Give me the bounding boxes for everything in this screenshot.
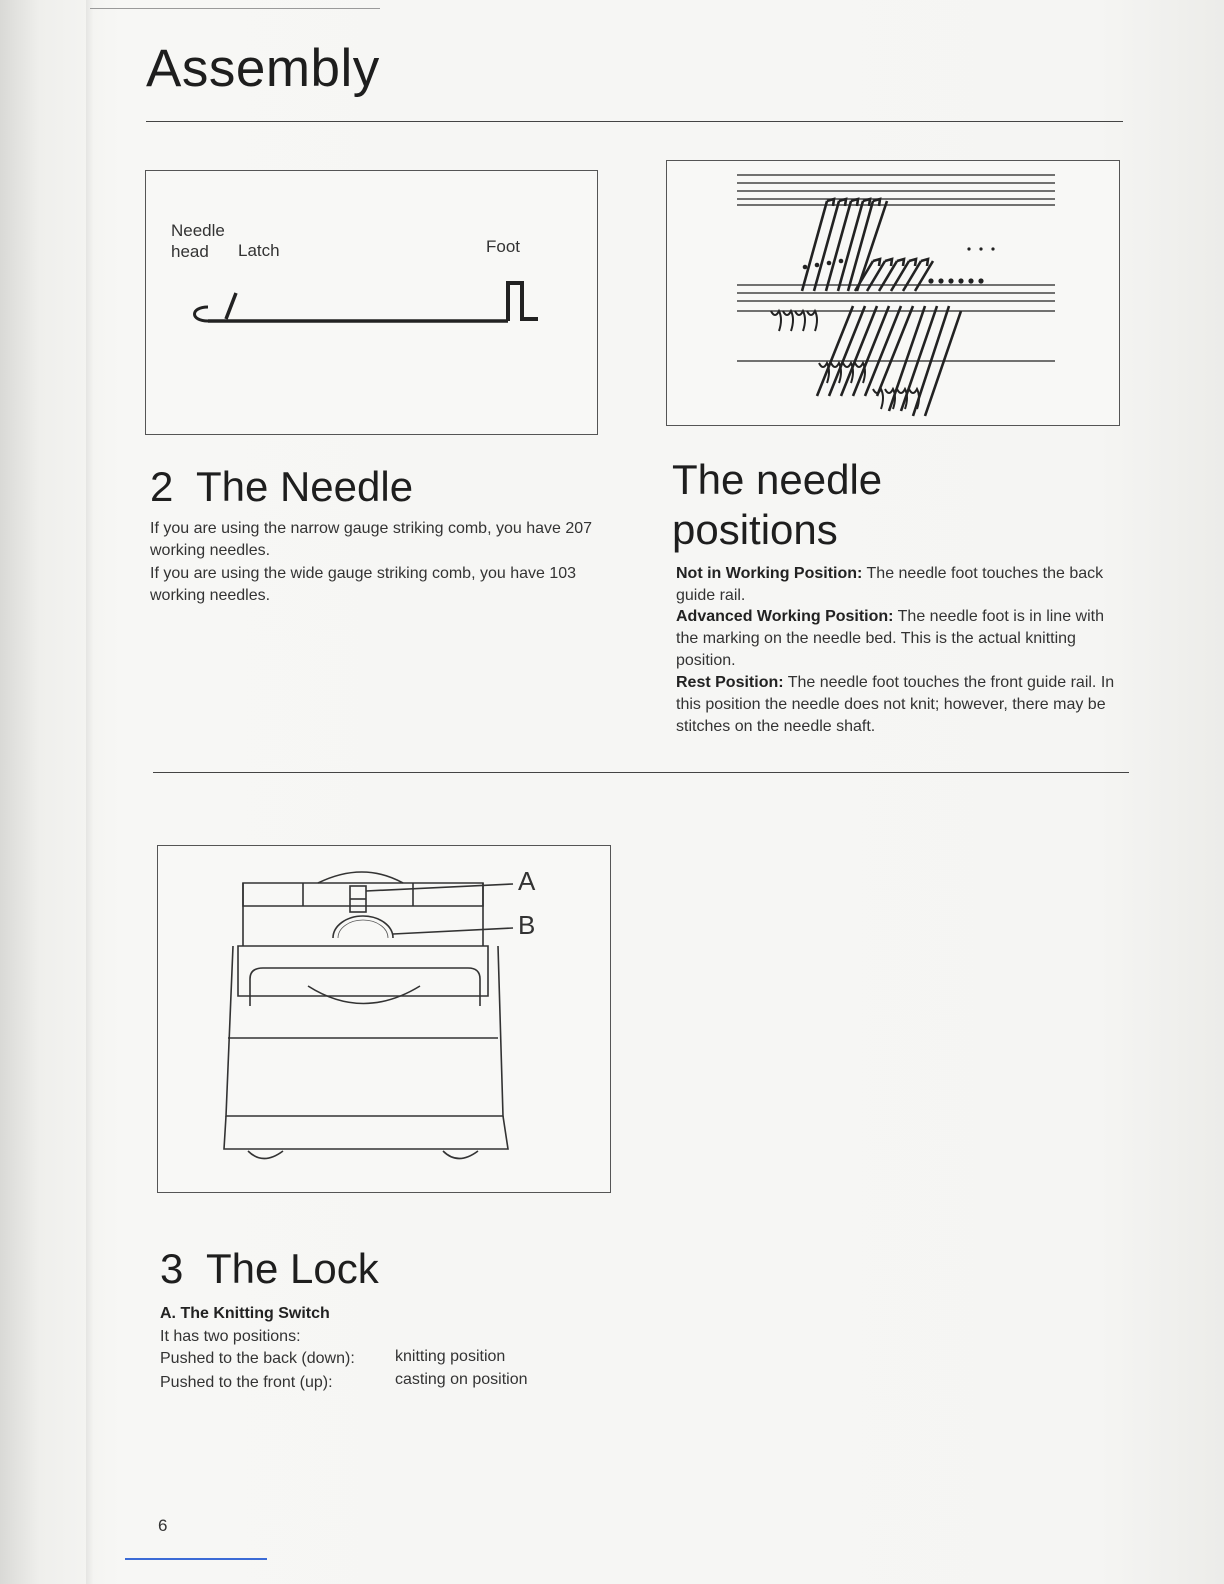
position-not-working bbox=[676, 563, 1116, 607]
label-b: B bbox=[518, 910, 536, 940]
middle-rule bbox=[153, 772, 1129, 773]
needle-para-narrow: If you are using the narrow gauge striking comb, you have 207 working needles. bbox=[150, 520, 593, 559]
label-a: A bbox=[518, 866, 536, 896]
foot-label: Foot bbox=[486, 237, 521, 256]
knitting-switch-subtitle bbox=[160, 1303, 330, 1325]
needle-drawing bbox=[146, 171, 599, 436]
push-back-value: knitting position bbox=[395, 1348, 506, 1365]
push-front-value: casting on position bbox=[395, 1371, 528, 1388]
position-desc: The needle foot touches the front guide rail. In this position the needle does not knit; however, there may be stitches on the needle shaft. bbox=[676, 674, 1115, 735]
needle-positions-figure bbox=[666, 160, 1120, 426]
position-rest bbox=[676, 672, 1116, 738]
push-front-label: Pushed to the front (up): bbox=[160, 1374, 333, 1391]
page-title: Assembly bbox=[146, 39, 380, 98]
lock-figure bbox=[157, 845, 611, 1193]
lock-section-title: 3 The Lock bbox=[160, 1245, 379, 1292]
knitting-switch-subtitle-text: A. The Knitting Switch bbox=[160, 1305, 330, 1322]
title-rule bbox=[146, 121, 1123, 122]
needle-para-wide: If you are using the wide gauge striking comb, you have 103 working needles. bbox=[150, 565, 577, 604]
needle-label: Needle bbox=[171, 221, 225, 240]
position-desc: The needle foot is in line with the marking on the needle bed. This is the actual knitting position. bbox=[676, 608, 1104, 669]
position-desc: The needle foot touches the back guide rail. bbox=[676, 565, 1104, 604]
page-number: 6 bbox=[158, 1516, 168, 1535]
needle-bed-drawing bbox=[667, 161, 1121, 427]
bottom-mark bbox=[125, 1558, 267, 1560]
needle-section-title: 2 The Needle bbox=[150, 463, 414, 510]
page-edge-line bbox=[90, 8, 380, 9]
push-back-label: Pushed to the back (down): bbox=[160, 1350, 355, 1367]
lock-drawing bbox=[158, 846, 612, 1194]
position-term: Not in Working Position: bbox=[676, 565, 863, 582]
head-label: head bbox=[171, 242, 209, 261]
position-term: Rest Position: bbox=[676, 674, 784, 691]
positions-intro: It has two positions: bbox=[160, 1328, 301, 1345]
positions-title-line2: positions bbox=[672, 506, 838, 553]
positions-title-line1: The needle bbox=[672, 456, 883, 503]
needle-figure bbox=[145, 170, 598, 435]
latch-label: Latch bbox=[238, 241, 280, 260]
position-term: Advanced Working Position: bbox=[676, 608, 894, 625]
position-advanced-working bbox=[676, 606, 1116, 672]
binding-shadow bbox=[86, 0, 94, 1584]
